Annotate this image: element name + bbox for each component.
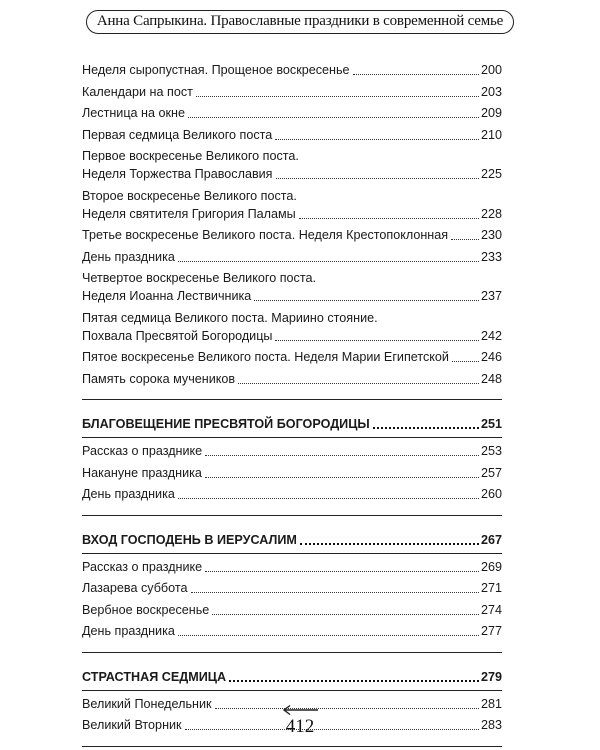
toc-entry-page: 269 xyxy=(480,559,502,574)
toc-section-heading[interactable] xyxy=(82,668,502,691)
toc-entry-page: 274 xyxy=(480,602,502,617)
leader-dots xyxy=(254,300,479,301)
leader-dots xyxy=(229,680,479,682)
toc-entry[interactable] xyxy=(82,226,502,244)
toc-entry-page: 260 xyxy=(480,487,502,501)
leader-dots xyxy=(353,74,479,75)
leader-dots xyxy=(212,614,479,615)
page-number: 412 xyxy=(285,716,315,737)
toc-entry-page: 277 xyxy=(480,624,502,638)
toc-entry-label: Неделя Иоанна Лествичника xyxy=(82,289,252,303)
leader-dots xyxy=(452,361,479,362)
toc-entry[interactable] xyxy=(82,126,502,144)
toc-entry[interactable] xyxy=(82,558,502,576)
toc-entry[interactable] xyxy=(82,83,502,101)
leader-dots xyxy=(275,340,479,341)
toc-entry[interactable] xyxy=(82,61,502,79)
toc-entry-page: 203 xyxy=(480,84,502,99)
toc-entry[interactable] xyxy=(82,370,502,388)
toc-entry[interactable] xyxy=(82,104,502,122)
toc-section-heading[interactable] xyxy=(82,415,502,438)
toc-section-items xyxy=(82,442,502,516)
toc-entry-page: 246 xyxy=(480,350,502,364)
toc-entry[interactable] xyxy=(82,485,502,503)
toc-entry-label: Память сорока мучеников xyxy=(82,371,236,386)
toc-entry-label: Неделя святителя Григория Паламы xyxy=(82,206,296,221)
toc-group-lent xyxy=(82,61,502,400)
toc-entry[interactable] xyxy=(82,348,502,366)
leader-dots xyxy=(205,455,479,456)
leader-dots xyxy=(299,218,479,219)
toc-entry-label: Рассказ о празднике xyxy=(82,559,203,574)
toc-entry-label: Первая седмица Великого поста xyxy=(82,127,273,142)
leader-dots xyxy=(178,635,479,636)
toc-entry-page: 242 xyxy=(480,328,502,343)
section-title: СТРАСТНАЯ СЕДМИЦА xyxy=(82,669,227,684)
toc-entry-label: Лазарева суббота xyxy=(82,581,188,595)
toc-entry-page: 271 xyxy=(480,581,502,595)
toc-entry-label: Лестница на окне xyxy=(82,106,185,120)
leader-dots xyxy=(196,96,479,97)
leader-dots xyxy=(191,592,479,593)
leader-dots xyxy=(300,543,479,545)
toc-entry[interactable] xyxy=(82,269,502,305)
book-header-title: Анна Сапрыкина. Православные праздники в современной семье xyxy=(86,10,514,34)
leader-dots xyxy=(188,117,479,118)
toc-entry-page: 233 xyxy=(480,249,502,264)
table-of-contents xyxy=(82,58,502,747)
toc-entry-label: Третье воскресенье Великого поста. Неделя Крестопоклонная xyxy=(82,228,449,242)
leader-dots xyxy=(178,261,479,262)
toc-entry-label: Похвала Пресвятой Богородицы xyxy=(82,328,273,343)
toc-entry-label: День праздника xyxy=(82,487,175,501)
toc-entry-label: Вербное воскресенье xyxy=(82,602,210,617)
leader-dots xyxy=(205,571,479,572)
running-header xyxy=(0,10,600,34)
toc-entry-page: 209 xyxy=(480,106,502,120)
toc-entry[interactable] xyxy=(82,464,502,482)
toc-entry-label: Рассказ о празднике xyxy=(82,444,203,458)
toc-entry-page: 253 xyxy=(480,444,502,458)
toc-entry-page: 225 xyxy=(480,167,502,181)
toc-entry-page: 257 xyxy=(480,465,502,480)
toc-entry[interactable] xyxy=(82,187,502,223)
leader-dots xyxy=(451,239,479,240)
toc-entry-line1: Пятая седмица Великого поста. Мариино стояние. xyxy=(82,310,378,325)
toc-entry-label: Неделя Торжества Православия xyxy=(82,167,273,181)
toc-entry-label: Пятое воскресенье Великого поста. Неделя Марии Египетской xyxy=(82,350,449,364)
toc-entry[interactable] xyxy=(82,147,502,183)
toc-entry-label: День праздника xyxy=(82,624,175,638)
toc-entry-label: День праздника xyxy=(82,249,175,264)
toc-entry-label: Великий Вторник xyxy=(82,718,182,732)
leader-dots xyxy=(205,477,479,478)
page-footer xyxy=(0,700,600,750)
toc-entry-line1: Первое воскресенье Великого поста. xyxy=(82,149,299,163)
leader-dots xyxy=(238,383,479,384)
toc-entry-page: 200 xyxy=(480,63,502,77)
section-page: 279 xyxy=(480,669,502,684)
section-page: 251 xyxy=(480,417,502,431)
toc-entry-line1: Второе воскресенье Великого поста. xyxy=(82,188,297,203)
section-page: 267 xyxy=(480,532,502,547)
toc-entry-label: Великий Понедельник xyxy=(82,696,212,711)
toc-section-items xyxy=(82,558,502,653)
leader-dots xyxy=(276,178,479,179)
toc-entry-page: 230 xyxy=(480,228,502,242)
section-title: ВХОД ГОСПОДЕНЬ В ИЕРУСАЛИМ xyxy=(82,532,297,547)
toc-entry-line1: Четвертое воскресенье Великого поста. xyxy=(82,271,316,285)
toc-entry[interactable] xyxy=(82,622,502,640)
leader-dots xyxy=(275,139,479,140)
toc-entry[interactable] xyxy=(82,309,502,345)
toc-entry-page: 228 xyxy=(480,206,502,221)
toc-entry-page: 283 xyxy=(480,718,502,732)
section-title: БЛАГОВЕЩЕНИЕ ПРЕСВЯТОЙ БОГОРОДИЦЫ xyxy=(82,417,370,431)
toc-entry[interactable] xyxy=(82,579,502,597)
toc-entry-page: 210 xyxy=(480,127,502,142)
toc-entry-page: 248 xyxy=(480,371,502,386)
toc-entry[interactable] xyxy=(82,601,502,619)
toc-entry[interactable] xyxy=(82,248,502,266)
toc-section-heading[interactable] xyxy=(82,531,502,554)
toc-entry-page: 237 xyxy=(480,289,502,303)
leader-dots xyxy=(178,498,479,499)
toc-entry[interactable] xyxy=(82,442,502,460)
leader-dots xyxy=(373,427,479,429)
toc-entry-label: Неделя сыропустная. Прощеное воскресенье xyxy=(82,63,350,77)
toc-entry-label: Накануне праздника xyxy=(82,465,202,480)
toc-entry-label: Календари на пост xyxy=(82,84,193,99)
left-arrow-icon xyxy=(281,704,319,716)
toc-entry-page: 281 xyxy=(480,696,502,711)
